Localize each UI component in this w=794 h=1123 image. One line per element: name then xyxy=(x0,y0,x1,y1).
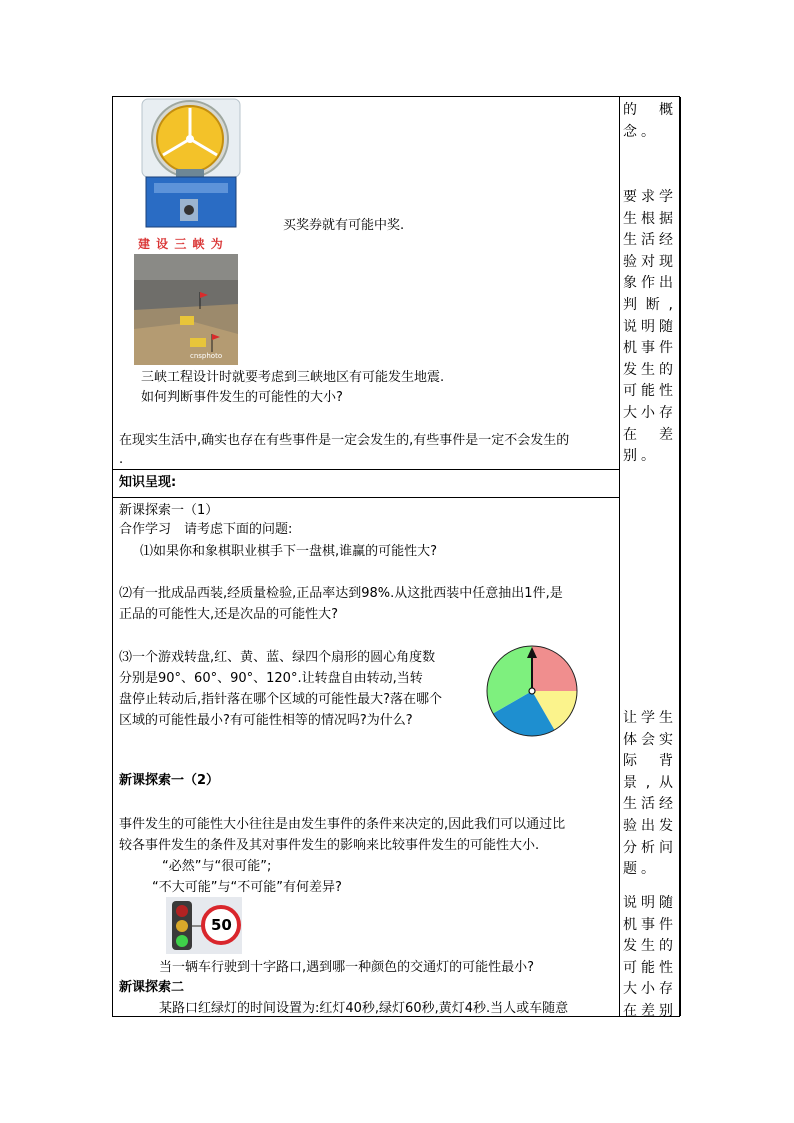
photo-watermark: cnsphoto xyxy=(190,352,223,360)
earthquake-text: 三峡工程设计时就要考虑到三峡地区有可能发生地震. xyxy=(141,370,445,385)
question-3-line3: 盘停止转动后,指针落在哪个区域的可能性最大?落在哪个 xyxy=(119,692,443,707)
coop-learning: 合作学习 请考虑下面的问题: xyxy=(119,522,293,537)
three-gorges-photo xyxy=(134,234,238,365)
photo-banner-text: 建 设 三 峡 为 xyxy=(138,237,224,251)
speed-limit-sign: 50 xyxy=(211,916,232,934)
table-right-edge xyxy=(680,97,681,1016)
possibility-question: 如何判断事件发生的可能性的大小? xyxy=(141,390,343,405)
spinner-wheel xyxy=(485,644,579,738)
lottery-machine-image xyxy=(140,97,242,228)
sidebar-note-3: 让学生体会实际背景,从生活经验出发分析问题。 xyxy=(623,710,677,878)
question-3-line2: 分别是90°、60°、90°、120°.让转盘自由转动,当转 xyxy=(119,671,423,686)
compare-1: “必然”与“很可能”; xyxy=(162,859,272,874)
reality-text-line1: 在现实生活中,确实也存在有些事件是一定会发生的,有些事件是一定不会发生的 xyxy=(119,433,570,448)
explore2-title: 新课探索二 xyxy=(119,980,185,995)
question-3-line1: ⑶一个游戏转盘,红、黄、蓝、绿四个扇形的圆心角度数 xyxy=(119,650,436,665)
sidebar-note-2: 要求学生根据生活经验对现象作出判断,说明随机事件发生的可能性大小存在差别。 xyxy=(623,189,677,465)
lesson-table xyxy=(112,96,680,1017)
sidebar-note-1: 的概念。 xyxy=(623,102,677,140)
explore2-text: 某路口红绿灯的时间设置为:红灯40秒,绿灯60秒,黄灯4秒.当人或车随意 xyxy=(159,1001,569,1016)
question-1: ⑴如果你和象棋职业棋手下一盘棋,谁赢的可能性大? xyxy=(140,544,438,559)
reality-text-line2: . xyxy=(119,452,124,467)
explore1b-para-line1: 事件发生的可能性大小往往是由发生事件的条件来决定的,因此我们可以通过比 xyxy=(119,817,566,832)
traffic-question: 当一辆车行驶到十字路口,遇到哪一种颜色的交通灯的可能性最小? xyxy=(159,960,535,975)
row-divider xyxy=(113,497,619,498)
row-divider xyxy=(113,469,619,470)
knowledge-heading: 知识呈现: xyxy=(119,475,177,490)
traffic-light-image xyxy=(166,897,242,954)
compare-2: “不大可能”与“不可能”有何差异? xyxy=(152,880,342,895)
explore1b-para-line2: 较各事件发生的条件及其对事件发生的影响来比较事件发生的可能性大小. xyxy=(119,838,540,853)
explore1b-title: 新课探索一（2） xyxy=(119,773,220,788)
explore1-title: 新课探索一（1） xyxy=(119,503,219,518)
question-2-line2: 正品的可能性大,还是次品的可能性大? xyxy=(119,607,339,622)
question-2-line1: ⑵有一批成品西装,经质量检验,正品率达到98%.从这批西装中任意抽出1件,是 xyxy=(119,586,563,601)
column-divider xyxy=(619,97,620,1016)
lottery-caption: 买奖券就有可能中奖. xyxy=(283,218,405,233)
spinner-sector xyxy=(532,646,577,691)
question-3-line4: 区域的可能性最小?有可能性相等的情况吗?为什么? xyxy=(119,713,413,728)
sidebar-note-4: 说明随机事件发生的可能性大小存在差别 xyxy=(623,895,677,1019)
